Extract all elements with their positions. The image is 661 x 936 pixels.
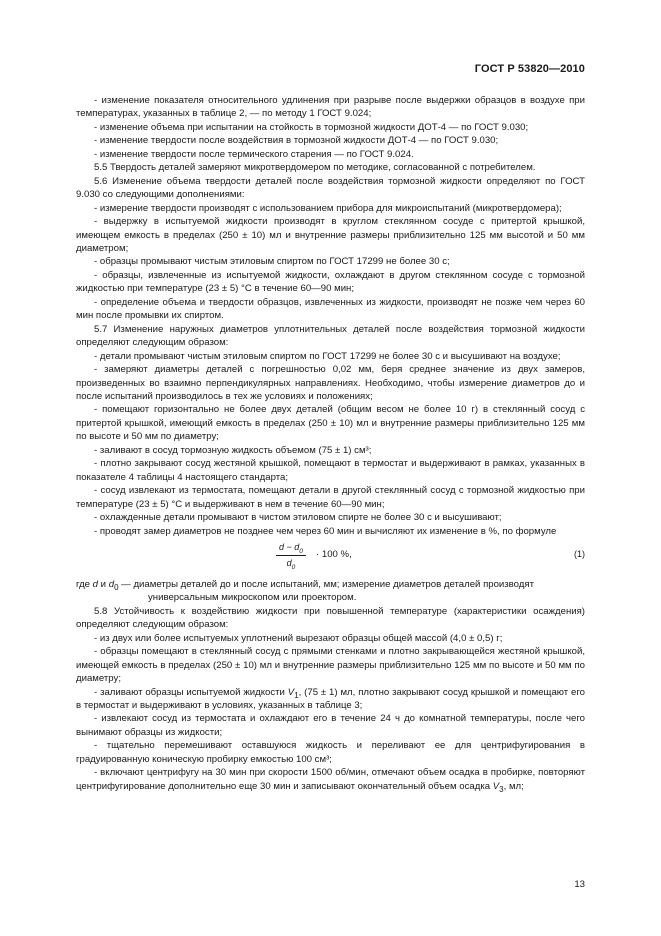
paragraph: - выдержку в испытуемой жидкости производят в круглом стеклянном сосуде с притертой крышкой, имеющем емкость в пределах (250 ± 10) мл и внутренние размеры приблизительно 125 мм высотой и 50 мм диаметром; [76,216,585,254]
paragraph: - образцы, извлеченные из испытуемой жидкости, охлаждают в другом стеклянном сосуде с тормозной жидкостью при температуре (23 ± 5) °С в течение 60—90 мин; [76,269,585,295]
document-code: ГОСТ Р 53820—2010 [474,63,585,75]
paragraph: - заливают в сосуд тормозную жидкость объемом (75 ± 1) см³; [94,444,372,456]
formula-multiplier: · 100 %, [316,548,352,560]
page-number: 13 [574,879,585,890]
paragraph: - детали промывают чистым этиловым спиртом по ГОСТ 17299 не более 30 с и высушивают на воздухе; [94,350,561,362]
paragraph: - извлекают сосуд из термостата и охлаждают его в течение 24 ч до комнатной температуры, после чего вынимают образцы из жидкости; [76,713,585,738]
formula-fraction [276,542,306,569]
paragraph: - изменение показателя относительного удлинения при разрыве после выдержки образцов в воздухе при температурах, указанных в таблице 2, — по методу 1 ГОСТ 9.024; [76,95,585,120]
equation-number: (1) [574,548,585,559]
clause-5-8: 5.8 Устойчивость к воздействию жидкости при повышенной температуре (характеристики осаждения) определяют следующим образом: [76,605,585,631]
clause-5-5: 5.5 Твердость деталей замеряют микротвердомером по методике, согласованной с потребителем. [94,162,536,174]
document-body [76,94,585,793]
paragraph: - сосуд извлекают из термостата, помещают детали в другой стеклянный сосуд с тормозной жидкостью при температуре (23 ± 5) °С и выдерживают в нем в течение 60—90 мин; [76,485,585,510]
paragraph: - измерение твердости производят с использованием прибора для микроиспытаний (микротвердомера); [94,202,562,214]
paragraph: - из двух или более испытуемых уплотнений вырезают образцы общей массой (4,0 ± 0,5) г; [94,632,503,644]
paragraph: - изменение твердости после воздействия в тормозной жидкости ДОТ-4 — по ГОСТ 9.030; [94,135,499,147]
formula-1 [76,540,585,578]
formula-numerator: $d - d_0$ [276,542,306,556]
paragraph: - заливают образцы испытуемой жидкости $V_1$, (75 ± 1) мл, плотно закрывают сосуд крышкой и помещают его в термостат и выдерживают в условиях, указанных в таблице 3; [76,686,585,712]
paragraph: - тщательно перемешивают оставшуюся жидкость и переливают ее для центрифугирования в градуированную коническую пробирку емкостью 100 см³; [76,740,585,765]
paragraph: - плотно закрывают сосуд жестяной крышкой, помещают в термостат и выдерживают в рамках, указанных в показателе 4 таблицы 4 настоящего стандарта; [76,458,585,483]
paragraph: - помещают горизонтально не более двух деталей (общим весом не более 10 г) в стеклянный сосуд с притертой крышкой, имеющий емкость в пределах (250 ± 10) мл и внутренние размеры приблизительно 125 мм по высоте и 50 мм по диаметру; [76,404,585,443]
paragraph: - изменение твердости после термического старения — по ГОСТ 9.024. [94,148,414,160]
paragraph: - образцы помещают в стеклянный сосуд с прямыми стенками и плотно закрывающейся жестяной крышкой, имеющей емкость в пределах (250 ± 10) мл и внутренние размеры приблизительно 125 мм по высоте и 50 мм по диаметру; [76,646,585,685]
paragraph: - включают центрифугу на 30 мин при скорости 1500 об/мин, отмечают объем осадка в пробирке, повторяют центрифугирование дополнительно еще 30 мин и записывают окончательный объем осадка $V_3$, мл; [76,767,585,794]
clause-5-7: 5.7 Изменение наружных диаметров уплотнительных деталей после воздействия тормозной жидкости определяют следующим образом: [76,323,585,349]
clause-5-6: 5.6 Изменение объема твердости деталей после воздействия тормозной жидкости определяют по ГОСТ 9.030 со следующими дополнениями: [76,175,585,201]
formula-legend-continuation: универсальным микроскопом или проектором. [148,592,357,604]
formula-denominator: $d_0$ [286,557,296,571]
paragraph: - образцы промывают чистым этиловым спиртом по ГОСТ 17299 не более 30 с; [94,256,450,268]
paragraph: - проводят замер диаметров не позднее чем через 60 мин и вычисляют их изменение в %, по формуле [94,525,557,537]
paragraph: - охлажденные детали промывают в чистом этиловом спирте не более 30 с и высушивают; [94,512,502,524]
paragraph: - изменение объема при испытании на стойкость в тормозной жидкости ДОТ-4 — по ГОСТ 9.030; [94,121,529,133]
paragraph: - определение объема и твердости образцов, извлеченных из жидкости, производят не позже чем через 60 мин после промывки их спиртом. [76,296,585,322]
paragraph: - замеряют диаметры деталей с погрешностью 0,02 мм, беря среднее значение из двух замеров, произведенных во взаимно перпендикулярных направлениях. Необходимо, чтобы измерение диаметров до и после испытаний производилось в тех же условиях и положениях; [76,364,585,402]
formula-legend: где d и $d_0$ — диаметры деталей до и после испытаний, мм; измерение диаметров деталей производят [76,578,534,592]
